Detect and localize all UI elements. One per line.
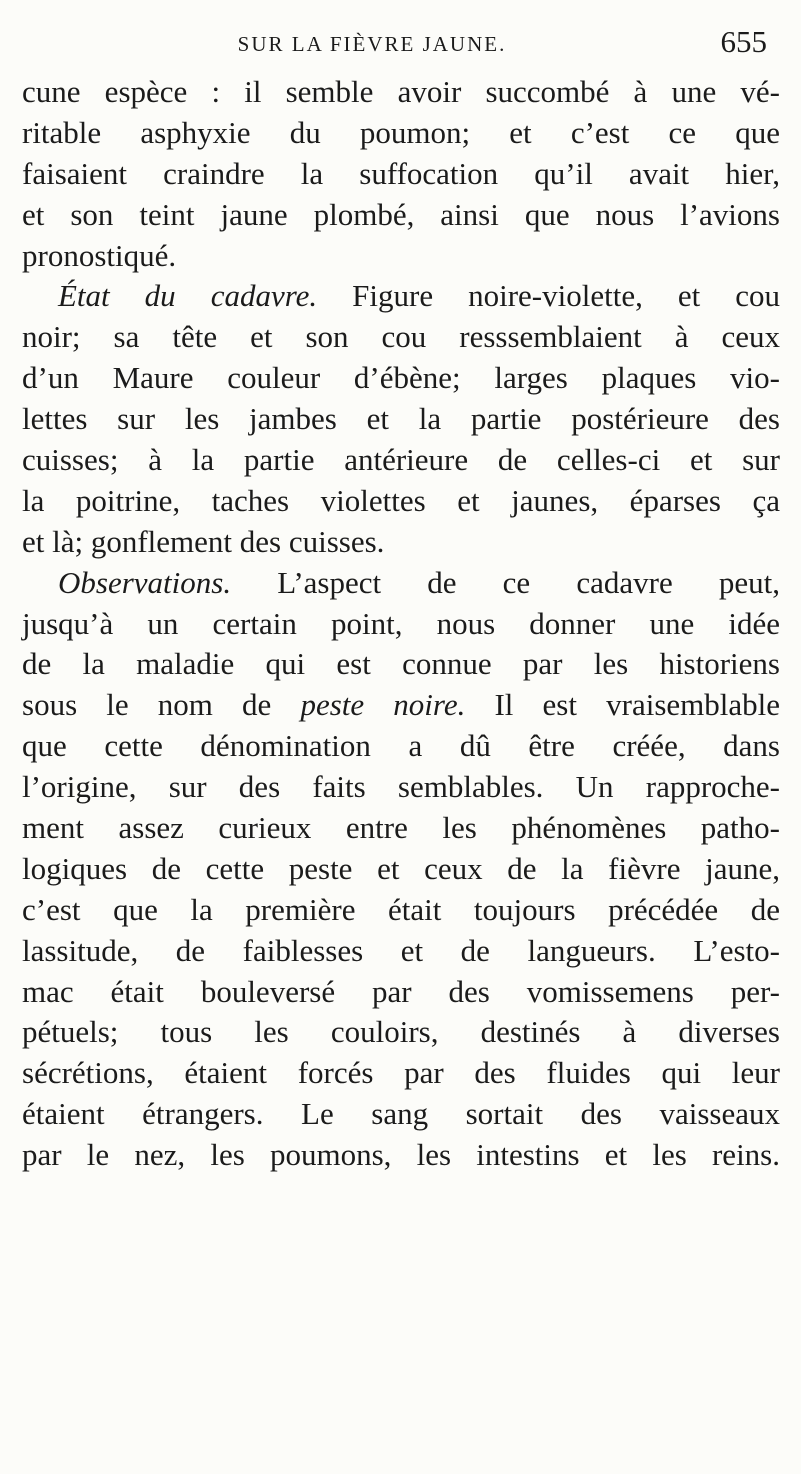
text-line [22, 849, 780, 890]
text-segment: par le nez, les poumons, les intestins et les reins. [22, 1137, 780, 1173]
text-line [22, 236, 780, 277]
text-line [22, 644, 780, 685]
body-text [22, 72, 780, 1176]
italic-text: État du cadavre. [58, 278, 318, 314]
text-line [22, 563, 780, 604]
text-segment: sous le nom de [22, 687, 301, 723]
text-line [22, 1012, 780, 1053]
text-segment: Figure noire-violette, et cou [317, 278, 780, 314]
text-segment: de la maladie qui est connue par les historiens [22, 646, 780, 682]
text-segment: d’un Maure couleur d’ébène; larges plaques vio- [22, 360, 780, 396]
text-segment: pétuels; tous les couloirs, destinés à diverses [22, 1014, 780, 1050]
text-segment: sécrétions, étaient forcés par des fluides qui leur [22, 1055, 780, 1091]
text-line [22, 726, 780, 767]
text-line [22, 972, 780, 1013]
italic-text: Observations. [58, 564, 232, 600]
text-line [22, 522, 780, 563]
text-line [22, 358, 780, 399]
text-segment: logiques de cette peste et ceux de la fièvre jaune, [22, 850, 780, 886]
text-line [22, 1135, 780, 1176]
text-segment: cune espèce : il semble avoir succombé à une vé- [22, 74, 780, 109]
text-line [22, 931, 780, 972]
text-segment: étaient étrangers. Le sang sortait des vaisseaux [22, 1096, 780, 1132]
text-line [22, 604, 780, 645]
text-line [22, 481, 780, 522]
text-line [22, 1053, 780, 1094]
text-segment: jusqu’à un certain point, nous donner une idée [22, 605, 780, 641]
text-segment: mac était bouleversé par des vomissemens per- [22, 973, 780, 1009]
text-segment: faisaient craindre la suffocation qu’il avait hier, [22, 155, 780, 191]
text-line [22, 195, 780, 236]
running-title: SUR LA FIÈVRE JAUNE. [237, 32, 507, 56]
text-line [22, 440, 780, 481]
text-line [22, 113, 780, 154]
text-segment: cuisses; à la partie antérieure de celles-ci et sur [22, 442, 780, 478]
text-line [22, 276, 780, 317]
text-line [22, 808, 780, 849]
text-line [22, 399, 780, 440]
text-segment: L’aspect de ce cadavre peut, [231, 564, 780, 600]
text-segment: c’est que la première était toujours précédée de [22, 891, 780, 927]
text-segment: que cette dénomination a dû être créée, dans [22, 728, 780, 764]
page-header [0, 22, 801, 62]
text-segment: ment assez curieux entre les phénomènes patho- [22, 810, 780, 846]
text-segment: noir; sa tête et son cou resssemblaient à ceux [22, 319, 780, 355]
text-segment: ritable asphyxie du poumon; et c’est ce que [22, 114, 780, 150]
text-segment: l’origine, sur des faits semblables. Un rapproche- [22, 769, 780, 805]
text-line [22, 767, 780, 808]
italic-text: peste noire. [300, 687, 466, 723]
text-line [22, 1094, 780, 1135]
text-segment: la poitrine, taches violettes et jaunes, éparses ça [22, 482, 780, 518]
text-line [22, 685, 780, 726]
text-segment: pronostiqué. [22, 237, 177, 273]
text-segment: lassitude, de faiblesses et de langueurs. L’esto- [22, 932, 780, 968]
text-segment: et son teint jaune plombé, ainsi que nous l’avions [22, 196, 780, 232]
text-line [22, 890, 780, 931]
text-line [22, 72, 780, 113]
text-line [22, 317, 780, 358]
text-line [22, 154, 780, 195]
text-segment: lettes sur les jambes et la partie postérieure des [22, 401, 780, 437]
text-segment: et là; gonflement des cuisses. [22, 523, 385, 559]
page-number: 655 [720, 24, 767, 59]
text-segment: Il est vraisemblable [465, 687, 781, 723]
